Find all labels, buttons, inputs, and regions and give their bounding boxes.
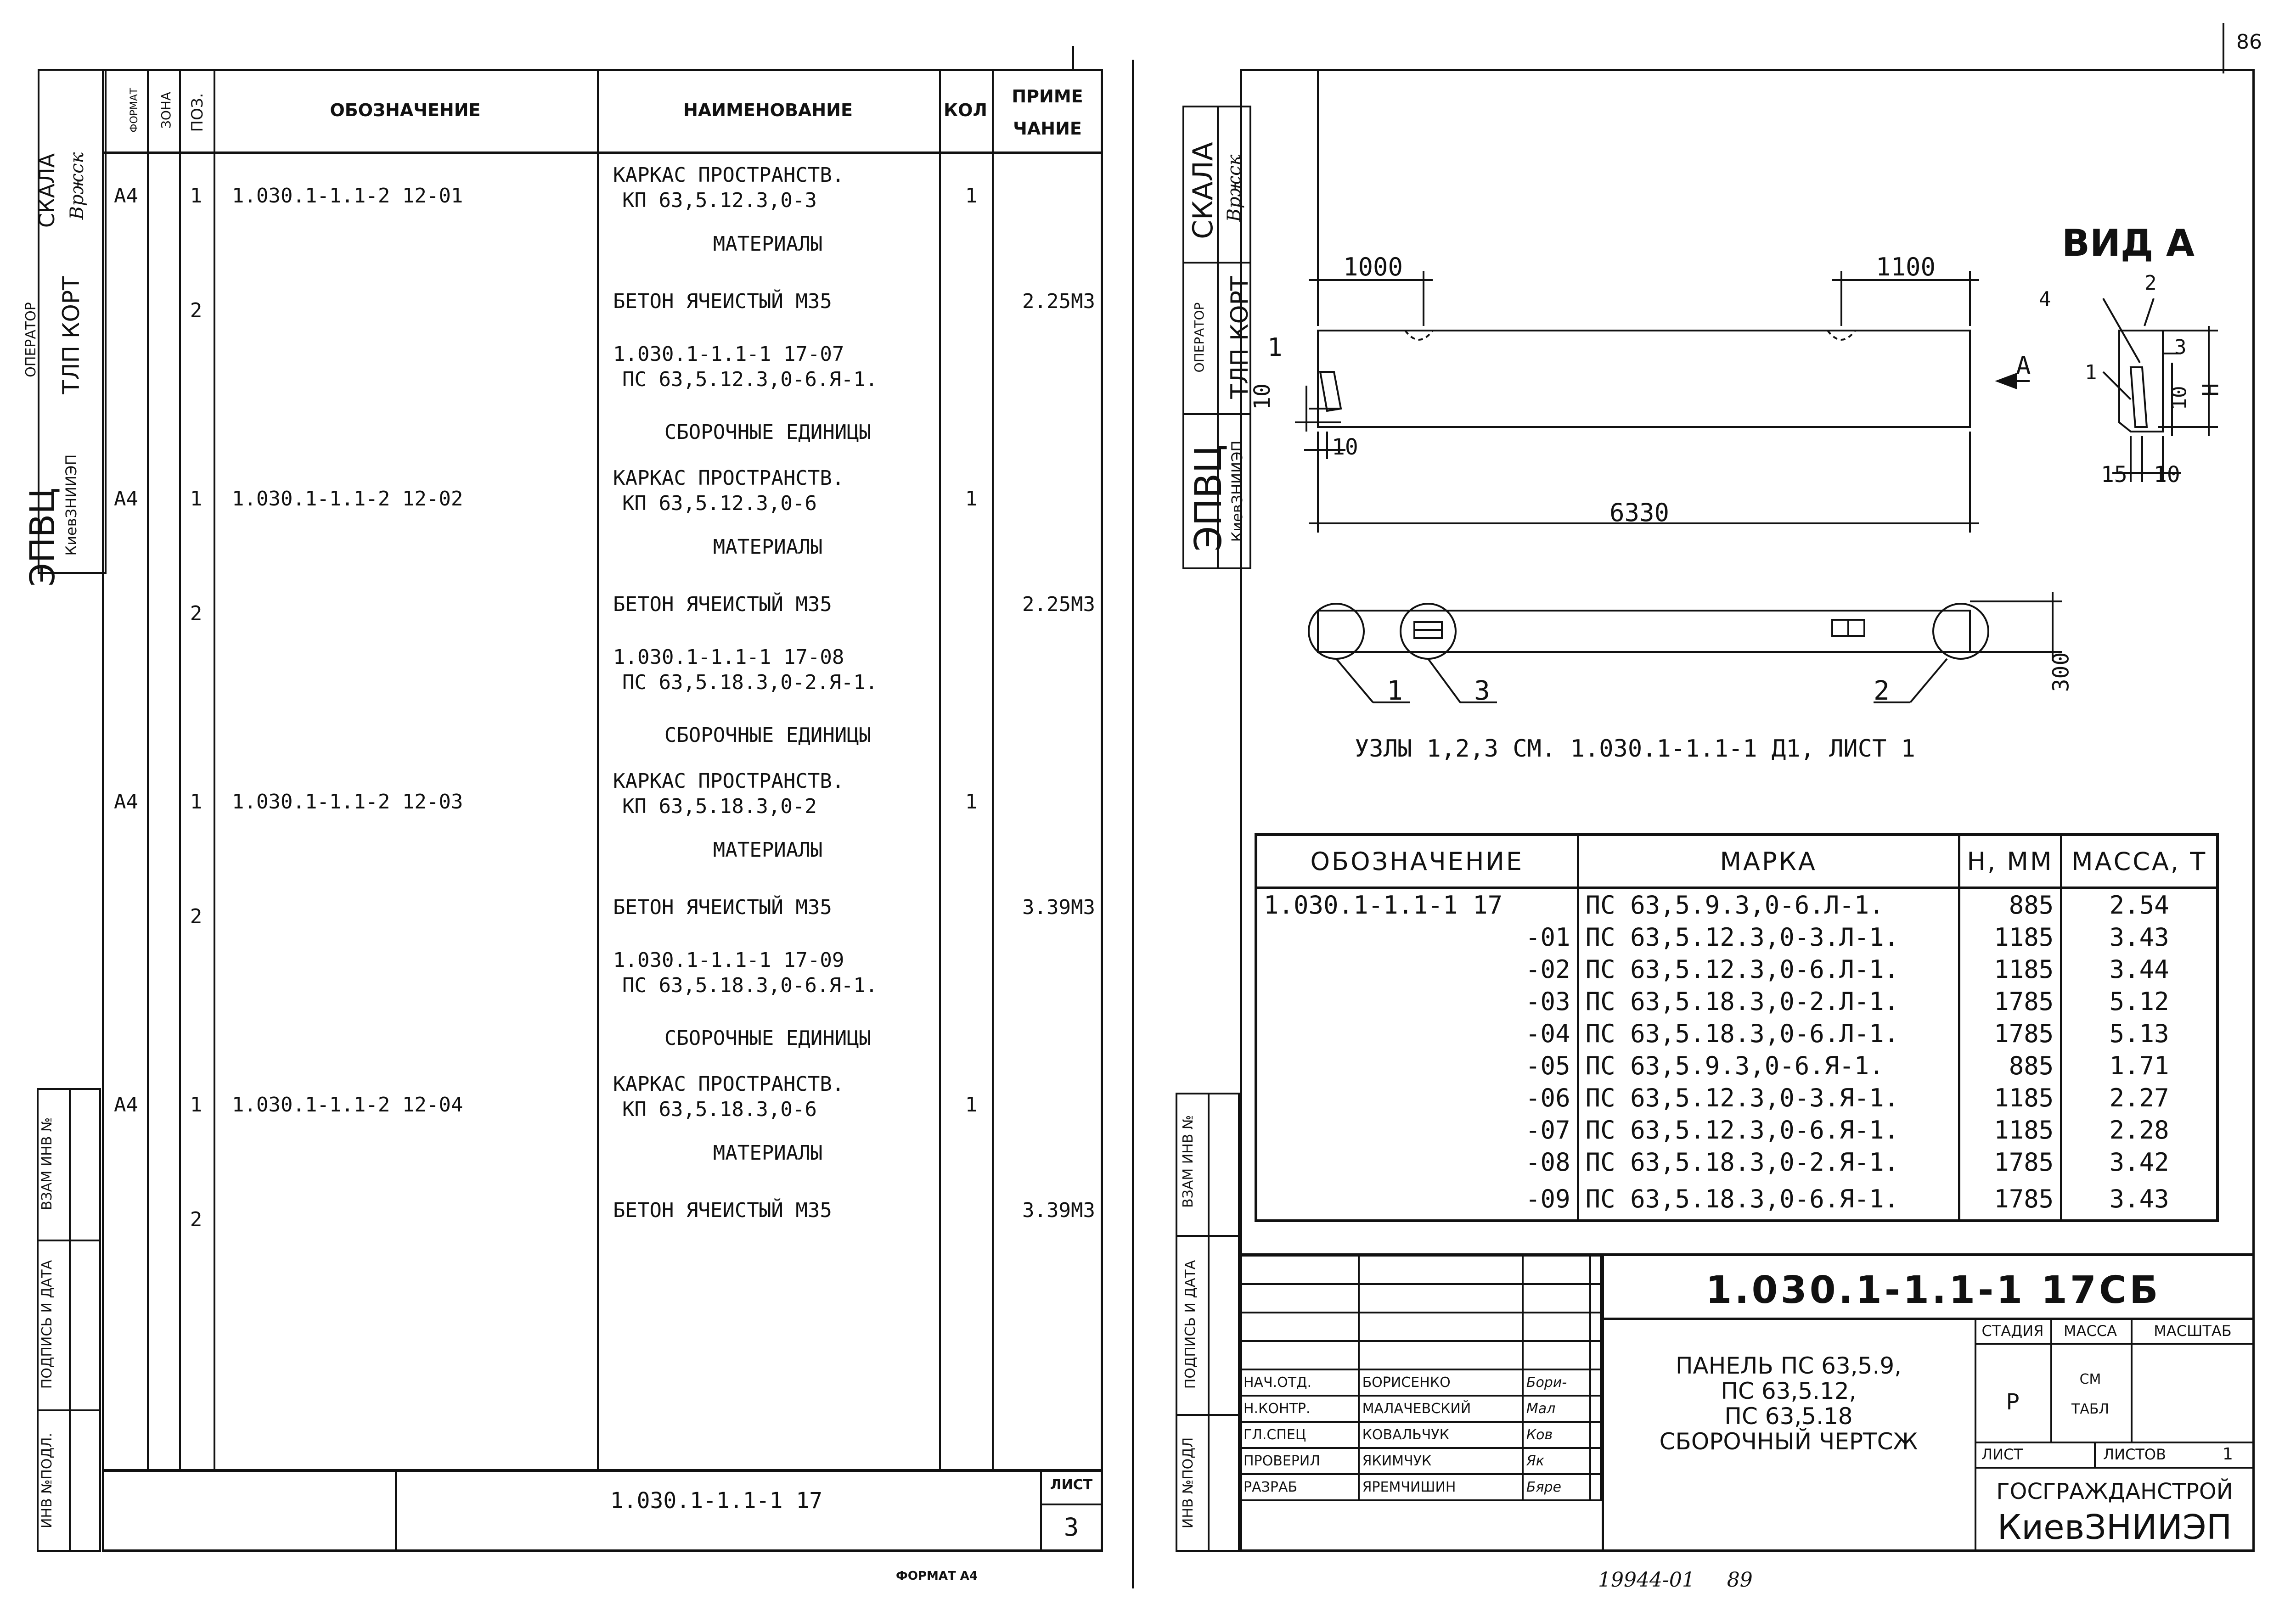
signature-row: [1240, 1474, 1601, 1500]
spec-name: БЕТОН ЯЧЕИСТЫЙ М35: [613, 290, 832, 313]
mark-cell-mass: 3.43: [2061, 1178, 2217, 1221]
right-field-podpis: ПОДПИСЬ И ДАТА: [1182, 1260, 1199, 1389]
left-footer-code: 1.030.1-1.1-1 17: [610, 1488, 823, 1514]
left-col-designation: ОБОЗНАЧЕНИЕ: [330, 100, 481, 120]
left-col-note-2: ЧАНИЕ: [1013, 118, 1082, 139]
mark-table-row: [1256, 985, 2217, 1017]
mark-cell-mass: 3.42: [2061, 1146, 2217, 1178]
spec-qty: 1: [965, 184, 978, 208]
left-stamp-scale-sign: Вржск: [67, 152, 88, 220]
mark-table-row: [1256, 1082, 2217, 1114]
spec-section-heading: МАТЕРИАЛЫ: [713, 838, 823, 862]
view-label-4: 4: [2039, 287, 2051, 311]
mass-value-1: СМ: [2079, 1371, 2101, 1387]
spec-name-line2: КП 63,5.18.3,0-6: [622, 1098, 817, 1121]
signature-row: [1240, 1369, 1601, 1396]
view-label-2: 2: [2144, 271, 2157, 295]
mark-cell-mark: ПС 63,5.9.3,0-6.Я-1.: [1578, 1049, 1959, 1082]
mark-cell-mark: ПС 63,5.18.3,0-2.Я-1.: [1578, 1146, 1959, 1178]
spec-designation: 1.030.1-1.1-2 12-01: [232, 184, 463, 208]
signature-role: Н.КОНТР.: [1240, 1396, 1359, 1422]
mark-cell-h: 885: [1959, 1049, 2061, 1082]
signature-name: МАЛАЧЕВСКИЙ: [1359, 1396, 1523, 1422]
spec-pos: 1: [190, 790, 203, 814]
mark-cell-des: -03: [1256, 985, 1578, 1017]
view-dim-10-horizontal: 10: [2154, 462, 2180, 488]
left-footer-sheet: 3: [1064, 1513, 1079, 1542]
mark-cell-mark: ПС 63,5.12.3,0-3.Я-1.: [1578, 1082, 1959, 1114]
mark-cell-h: 1785: [1959, 985, 2061, 1017]
title-block-code: 1.030.1-1.1-1 17СБ: [1705, 1268, 2161, 1312]
signature-sign: Ков: [1523, 1422, 1590, 1448]
left-col-format: ФОРМАТ: [129, 88, 140, 133]
view-label-1: 1: [2085, 361, 2097, 384]
panel-drawing: [1240, 69, 2255, 758]
mark-cell-mark: ПС 63,5.12.3,0-6.Л-1.: [1578, 953, 1959, 985]
right-stamp-scale: СКАЛА: [1187, 142, 1219, 239]
left-col-qty: КОЛ: [944, 100, 987, 120]
signature-grid: [1239, 1255, 1602, 1501]
spec-pos: 1: [190, 184, 203, 208]
right-stamp-operator: ТЛП КОРТ: [1226, 276, 1254, 399]
spec-format: А4: [114, 184, 138, 208]
signature-sign: Як: [1523, 1448, 1590, 1474]
left-col-pos: ПОЗ.: [188, 93, 207, 132]
mark-cell-des: -08: [1256, 1146, 1578, 1178]
title-line: ПС 63,5.18: [1724, 1403, 1853, 1430]
signature-role: ГЛ.СПЕЦ: [1240, 1422, 1359, 1448]
plan-label-2: 2: [1874, 675, 1890, 706]
spec-name-line2: ПС 63,5.18.3,0-6.Я-1.: [622, 974, 878, 997]
dim-10-horizontal: 10: [1332, 434, 1358, 460]
sheets-value: 1: [2223, 1445, 2233, 1464]
mark-cell-h: 1785: [1959, 1178, 2061, 1221]
stage-label: СТАДИЯ: [1981, 1322, 2044, 1340]
mark-table-row: [1256, 1017, 2217, 1049]
left-field-podpis: ПОДПИСЬ И ДАТА: [39, 1260, 55, 1389]
mark-cell-mass: 2.54: [2061, 888, 2217, 921]
signature-empty-row: [1240, 1284, 1601, 1313]
mark-table-row: [1256, 1146, 2217, 1178]
mark-table-header: Н, ММ: [1959, 835, 2061, 888]
mark-table-row: [1256, 1049, 2217, 1082]
signature-role: НАЧ.ОТД.: [1240, 1369, 1359, 1396]
plan-label-3: 3: [1474, 675, 1490, 706]
mark-table-row: [1256, 888, 2217, 921]
mark-cell-mark: ПС 63,5.18.3,0-6.Л-1.: [1578, 1017, 1959, 1049]
view-dim-10-vertical: 10: [2167, 386, 2191, 410]
mass-value-2: ТАБЛ: [2071, 1401, 2109, 1417]
sheets-label: ЛИСТОВ: [2103, 1446, 2167, 1463]
mark-cell-des: -07: [1256, 1114, 1578, 1146]
spec-name-line2: КП 63,5.12.3,0-6: [622, 492, 817, 515]
mark-cell-mass: 5.12: [2061, 985, 2217, 1017]
mark-cell-h: 1185: [1959, 921, 2061, 953]
spec-name: БЕТОН ЯЧЕИСТЫЙ М35: [613, 1199, 832, 1222]
arrow-a-label: А: [2016, 351, 2031, 380]
signature-empty-row: [1240, 1341, 1601, 1369]
right-stamp-epvc: ЭПВЦ: [1187, 444, 1230, 552]
mark-table: [1255, 833, 2219, 1222]
spec-pos: 2: [190, 602, 203, 625]
spec-name: КАРКАС ПРОСТРАНСТВ.: [613, 466, 844, 490]
dim-1000: 1000: [1343, 252, 1403, 281]
mark-cell-des: -04: [1256, 1017, 1578, 1049]
mark-cell-mark: ПС 63,5.12.3,0-6.Я-1.: [1578, 1114, 1959, 1146]
spec-pos: 1: [190, 487, 203, 511]
mark-cell-mass: 3.43: [2061, 921, 2217, 953]
left-field-inv: ИНВ №ПОДЛ.: [39, 1432, 55, 1529]
mark-table-header: ОБОЗНАЧЕНИЕ: [1256, 835, 1578, 888]
spec-pos: 2: [190, 299, 203, 322]
spec-name-line2: ПС 63,5.12.3,0-6.Я-1.: [622, 368, 878, 391]
left-stamp-epvc: ЭПВЦ: [23, 488, 62, 587]
page-number: 86: [2236, 30, 2262, 54]
spec-qty: 1: [965, 1093, 978, 1117]
mark-cell-mass: 1.71: [2061, 1049, 2217, 1082]
right-stamp-scale-sign: Вржск: [1224, 154, 1245, 222]
spec-name: БЕТОН ЯЧЕИСТЫЙ М35: [613, 593, 832, 616]
mark-table-row: [1256, 921, 2217, 953]
title-line: СБОРОЧНЫЙ ЧЕРТСЖ: [1659, 1428, 1918, 1455]
stage-value: Р: [2006, 1389, 2020, 1415]
spec-section-heading: МАТЕРИАЛЫ: [713, 1141, 823, 1165]
mark-cell-mass: 2.28: [2061, 1114, 2217, 1146]
plan-label-1: 1: [1387, 675, 1403, 706]
spec-format: А4: [114, 1093, 138, 1117]
spec-section-heading: МАТЕРИАЛЫ: [713, 232, 823, 256]
mark-cell-h: 885: [1959, 888, 2061, 921]
spec-pos: 2: [190, 905, 203, 928]
signature-name: ЯРЕМЧИШИН: [1359, 1474, 1523, 1500]
spec-section-heading: МАТЕРИАЛЫ: [713, 535, 823, 559]
mark-cell-mass: 3.44: [2061, 953, 2217, 985]
mark-cell-des: -02: [1256, 953, 1578, 985]
nodes-note: УЗЛЫ 1,2,3 СМ. 1.030.1-1.1-1 Д1, ЛИСТ 1: [1355, 735, 1915, 763]
mark-cell-h: 1185: [1959, 953, 2061, 985]
spec-pos: 2: [190, 1208, 203, 1231]
mark-cell-des: -05: [1256, 1049, 1578, 1082]
bottom-note: 19944-01 89: [1598, 1568, 1753, 1592]
mass-label: МАССА: [2063, 1322, 2117, 1340]
spec-section-heading: СБОРОЧНЫЕ ЕДИНИЦЫ: [664, 1027, 872, 1050]
spec-name: 1.030.1-1.1-1 17-08: [613, 645, 844, 669]
left-col-name: НАИМЕНОВАНИЕ: [683, 100, 853, 120]
left-stamp-org: КиевЗНИИЭП: [62, 454, 80, 556]
spec-name: БЕТОН ЯЧЕИСТЫЙ М35: [613, 896, 832, 919]
mark-cell-des: 1.030.1-1.1-1 17: [1256, 888, 1578, 921]
signature-sign: Бори-: [1523, 1369, 1590, 1396]
spec-name: КАРКАС ПРОСТРАНСТВ.: [613, 769, 844, 793]
spec-designation: 1.030.1-1.1-2 12-04: [232, 1093, 463, 1117]
mark-cell-mark: ПС 63,5.18.3,0-6.Я-1.: [1578, 1178, 1959, 1221]
mark-table-row: [1256, 1114, 2217, 1146]
left-footer-sheet-label: ЛИСТ: [1050, 1477, 1093, 1493]
spec-name-line2: КП 63,5.18.3,0-2: [622, 795, 817, 818]
mark-cell-des: -06: [1256, 1082, 1578, 1114]
mark-cell-h: 1785: [1959, 1017, 2061, 1049]
spec-designation: 1.030.1-1.1-2 12-02: [232, 487, 463, 511]
signature-name: КОВАЛЬЧУК: [1359, 1422, 1523, 1448]
mark-table-row: [1256, 953, 2217, 985]
dim-1100: 1100: [1875, 252, 1936, 281]
spec-qty: 1: [965, 790, 978, 814]
spec-designation: 1.030.1-1.1-2 12-03: [232, 790, 463, 814]
spec-format: А4: [114, 487, 138, 511]
mark-cell-mark: ПС 63,5.12.3,0-3.Л-1.: [1578, 921, 1959, 953]
dim-6330: 6330: [1609, 498, 1670, 527]
mark-cell-h: 1185: [1959, 1114, 2061, 1146]
mark-table-header: МАРКА: [1578, 835, 1959, 888]
spec-note: 2.25М3: [1022, 593, 1095, 616]
left-col-zone: ЗОНА: [158, 91, 174, 129]
spec-name: КАРКАС ПРОСТРАНСТВ.: [613, 163, 844, 187]
dim-10-vertical: 10: [1249, 383, 1275, 410]
spec-section-heading: СБОРОЧНЫЕ ЕДИНИЦЫ: [664, 421, 872, 444]
view-title: ВИД А: [2062, 222, 2195, 264]
spec-note: 2.25М3: [1022, 290, 1095, 313]
spec-note: 3.39М3: [1022, 896, 1095, 919]
left-stamp-scale: СКАЛА: [34, 153, 59, 228]
signature-sign: Бяре: [1523, 1474, 1590, 1500]
view-dim-h: Н: [2198, 383, 2224, 397]
spec-section-heading: СБОРОЧНЫЕ ЕДИНИЦЫ: [664, 724, 872, 747]
org-name-2: КиевЗНИИЭП: [1997, 1508, 2232, 1547]
label-1-elevation: 1: [1267, 333, 1283, 362]
sheet-label: ЛИСТ: [1981, 1446, 2023, 1463]
signature-role: РАЗРАБ: [1240, 1474, 1359, 1500]
mark-table-header: МАССА, Т: [2061, 835, 2217, 888]
mark-cell-mark: ПС 63,5.9.3,0-6.Л-1.: [1578, 888, 1959, 921]
spec-name-line2: ПС 63,5.18.3,0-2.Я-1.: [622, 671, 878, 694]
spec-name-line2: КП 63,5.12.3,0-3: [622, 189, 817, 212]
spec-note: 3.39М3: [1022, 1199, 1095, 1222]
right-field-vzam: ВЗАМ ИНВ №: [1180, 1115, 1196, 1208]
mark-cell-h: 1185: [1959, 1082, 2061, 1114]
spec-name: КАРКАС ПРОСТРАНСТВ.: [613, 1072, 844, 1096]
mark-table-row: [1256, 1178, 2217, 1221]
signature-name: ЯКИМЧУК: [1359, 1448, 1523, 1474]
signature-empty-row: [1240, 1313, 1601, 1341]
mark-cell-des: -01: [1256, 921, 1578, 953]
left-stamp-operator-label: ОПЕРАТОР: [23, 302, 39, 377]
right-stamp-operator-label: ОПЕРАТОР: [1192, 302, 1207, 373]
left-field-vzam: ВЗАМ ИНВ №: [39, 1117, 55, 1211]
org-name-1: ГОСГРАЖДАНСТРОЙ: [1996, 1479, 2233, 1504]
signature-role: ПРОВЕРИЛ: [1240, 1448, 1359, 1474]
spec-format: А4: [114, 790, 138, 814]
left-col-note-1: ПРИМЕ: [1012, 86, 1083, 107]
right-stamp-org: КиевЗНИИЭП: [1228, 440, 1246, 542]
scale-label: МАСШТАБ: [2154, 1322, 2232, 1340]
spec-name: 1.030.1-1.1-1 17-07: [613, 342, 844, 366]
left-stamp-operator: ТЛП КОРТ: [58, 276, 84, 394]
plan-dim-300: 300: [2048, 652, 2074, 692]
mark-cell-mark: ПС 63,5.18.3,0-2.Л-1.: [1578, 985, 1959, 1017]
signature-row: [1240, 1396, 1601, 1422]
title-line: ПАНЕЛЬ ПС 63,5.9,: [1675, 1352, 1902, 1379]
mark-cell-mass: 2.27: [2061, 1082, 2217, 1114]
spec-qty: 1: [965, 487, 978, 511]
signature-row: [1240, 1448, 1601, 1474]
view-label-3: 3: [2174, 336, 2187, 359]
title-line: ПС 63,5.12,: [1721, 1378, 1857, 1404]
view-dim-15: 15: [2101, 462, 2127, 488]
signature-name: БОРИСЕНКО: [1359, 1369, 1523, 1396]
signature-row: [1240, 1422, 1601, 1448]
spec-pos: 1: [190, 1093, 203, 1117]
spec-name: 1.030.1-1.1-1 17-09: [613, 948, 844, 972]
center-fold-line: [1132, 60, 1134, 1588]
mark-cell-mass: 5.13: [2061, 1017, 2217, 1049]
left-format-note: ФОРМАТ А4: [896, 1569, 978, 1583]
right-field-inv: ИНВ №ПОДЛ: [1180, 1437, 1196, 1529]
mark-cell-h: 1785: [1959, 1146, 2061, 1178]
left-header-line: [102, 152, 1103, 154]
signature-sign: Мал: [1523, 1396, 1590, 1422]
mark-cell-des: -09: [1256, 1178, 1578, 1221]
signature-empty-row: [1240, 1256, 1601, 1284]
